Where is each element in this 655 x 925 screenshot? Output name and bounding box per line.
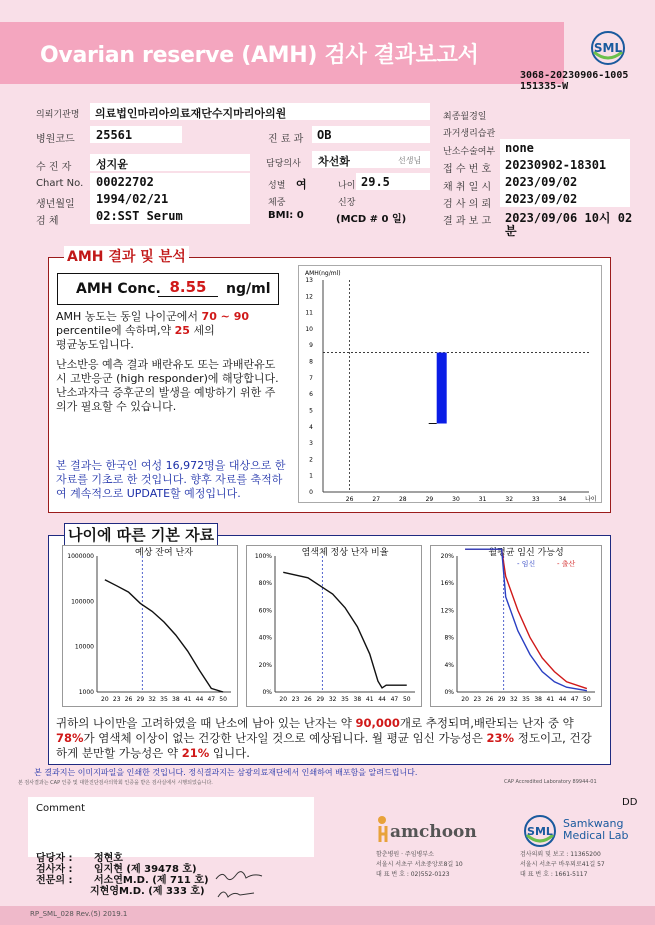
chart-title: 예상 잔여 난자 <box>135 548 193 558</box>
specimen-label: 검 체 <box>36 216 59 227</box>
pregnancy-frame <box>430 545 602 707</box>
amh-y-tick: 10 <box>305 325 313 333</box>
series-line-0 <box>283 572 407 688</box>
amh-y-tick: 8 <box>309 358 313 366</box>
chart-no-value: 00022702 <box>96 175 154 189</box>
x-tick: 50 <box>402 696 411 703</box>
height-label: 신장 <box>338 198 356 208</box>
amh-x-tick: 31 <box>478 496 487 502</box>
y-tick: 4% <box>444 661 454 669</box>
dd-mark: DD <box>622 797 638 808</box>
x-tick: 23 <box>112 696 121 703</box>
normal-eggs-chart <box>247 546 421 706</box>
y-tick: 60% <box>258 607 272 615</box>
dept-value: OB <box>317 128 332 142</box>
report-label: 결 과 보 고 <box>443 216 492 227</box>
x-tick: 32 <box>328 696 337 703</box>
hamchoon-text: amchoon <box>390 822 477 842</box>
p1c: 세의 <box>189 324 215 337</box>
x-tick: 47 <box>207 696 216 703</box>
last-period-label: 최종월경일 <box>443 112 487 122</box>
y-tick: 12% <box>440 607 454 615</box>
amh-chart <box>299 266 601 502</box>
dob-value: 1994/02/21 <box>96 192 169 206</box>
x-tick: 23 <box>473 696 482 703</box>
weight-label: 체중 <box>268 198 286 208</box>
sum-eggs: 90,000 <box>355 716 400 730</box>
x-tick: 20 <box>279 696 288 703</box>
hamchoon-addr1: 함춘병원 · 주임병부소 <box>376 851 434 858</box>
amh-x-axis-label: 나이 <box>585 496 597 502</box>
amh-y-tick: 2 <box>309 456 313 464</box>
amh-y-tick: 5 <box>309 407 313 415</box>
amh-conc-value: 8.55 <box>158 278 218 297</box>
doctor-label: 담당의사 <box>266 159 301 169</box>
staff1: 정현호 <box>93 853 123 864</box>
signature-1 <box>214 868 264 887</box>
x-tick: 50 <box>583 696 591 703</box>
amh-y-tick: 4 <box>309 423 313 431</box>
mcd-value: (MCD # 0 일) <box>336 214 407 225</box>
legend-pregnancy: - 임신 <box>517 560 536 568</box>
sum-c: 가 염색체 이상이 없는 건강한 난자일 것으로 예상됩니다. 월 평균 임신 가능성은 <box>83 731 487 745</box>
report-title: Ovarian reserve (AMH) 검사 결과보고서 <box>40 43 479 68</box>
amh-x-tick: 28 <box>398 496 407 502</box>
collect-label: 채 취 일 시 <box>443 182 492 193</box>
staff-label3: 전문의 : <box>36 875 73 886</box>
dob-label: 생년월일 <box>36 199 75 210</box>
hospital-code-label: 병원코드 <box>36 134 75 145</box>
amh-y-tick: 11 <box>305 309 313 317</box>
amh-x-tick: 33 <box>531 496 540 502</box>
p1b: percentile에 속하며,약 <box>56 324 175 337</box>
staff-label1: 담당자 : <box>36 853 73 864</box>
x-tick: 47 <box>390 696 399 703</box>
sml-logo-text: SML <box>593 41 623 55</box>
x-tick: 41 <box>546 696 555 703</box>
form-id: RP_SML_028 Rev.(5) 2019.1 <box>30 910 128 918</box>
y-tick: 16% <box>440 580 454 588</box>
x-tick: 20 <box>461 696 469 703</box>
chart-no-label: Chart No. <box>36 178 84 189</box>
series-line-0 <box>105 580 223 692</box>
x-tick: 26 <box>124 696 133 703</box>
amh-x-tick: 34 <box>558 496 567 502</box>
amh-y-tick: 6 <box>309 391 313 399</box>
doc-id-line2: 151335-W <box>520 81 569 92</box>
staff-label2: 검사자 : <box>36 864 73 875</box>
sml-logo <box>584 30 632 70</box>
amh-paragraph-3: 본 결과는 한국인 여성 16,972명을 대상으로 한 자료를 기초로 한 것입니다. 향후 자료를 축적하여 계속적으로 UPDATE할 예정입니다. <box>56 459 286 500</box>
sum-pct: 78% <box>56 731 84 745</box>
sml-addr1: 검사의뢰 및 보고 : 11365200 <box>520 851 601 858</box>
y-tick: 0% <box>262 689 272 696</box>
sml-name <box>563 818 629 842</box>
amh-conc-label: AMH Conc. <box>76 281 161 297</box>
age-section-title: 나이에 따른 기본 자료 <box>64 523 218 546</box>
x-tick: 20 <box>101 696 109 703</box>
sml-name2: Medical Lab <box>563 829 629 842</box>
report-value-cont: 분 <box>505 224 517 238</box>
x-tick: 38 <box>353 696 362 703</box>
institution-value: 의료법인마리아의료재단수지마리아의원 <box>95 107 287 120</box>
doctor-value: 차선화 <box>318 155 350 168</box>
comment-label: Comment <box>36 803 85 814</box>
sum-preg: 23% <box>486 731 515 745</box>
x-tick: 29 <box>136 696 145 703</box>
sum-d: 정도이고, 건강하게 분만할 가능성은 약 <box>56 731 592 760</box>
dept-label: 진 료 과 <box>268 134 304 145</box>
amh-y-tick: 12 <box>305 293 313 301</box>
amh-y-tick: 9 <box>309 342 313 350</box>
bmi-value: BMI: 0 <box>268 210 304 221</box>
receipt-value: 20230902-18301 <box>505 158 607 172</box>
x-tick: 23 <box>291 696 300 703</box>
sex-value: 여 <box>296 178 307 191</box>
y-tick: 40% <box>258 634 272 642</box>
sum-birth: 21% <box>181 746 210 760</box>
amh-chart-frame <box>298 265 602 503</box>
pregnancy-chart <box>431 546 601 706</box>
staff4: 지현영M.D. (제 333 호) <box>90 886 205 897</box>
hospital-code-value: 25561 <box>96 128 133 142</box>
y-tick: 0% <box>444 689 454 696</box>
sex-label: 성별 <box>268 181 286 191</box>
sum-e: 입니다. <box>209 746 250 760</box>
x-tick: 29 <box>316 696 325 703</box>
report-value: 2023/09/06 10시 02 <box>505 211 633 225</box>
doc-id <box>520 70 628 92</box>
x-tick: 38 <box>172 696 180 703</box>
signature-2 <box>214 886 264 905</box>
patient-name: 성지윤 <box>96 158 128 171</box>
x-tick: 26 <box>304 696 312 703</box>
amh-x-tick: 32 <box>505 496 514 502</box>
staff3: 서소연M.D. (제 711 호) <box>93 875 209 886</box>
sml-addr3: 대 표 번 호 : 1661-5117 <box>520 871 588 878</box>
p1-range: 70 ~ 90 <box>201 310 250 323</box>
ovulation-label: 과거생리습관 <box>443 129 496 139</box>
y-tick: 10000 <box>74 643 94 651</box>
sml-footer-logo-text: SML <box>527 825 553 838</box>
x-tick: 26 <box>485 696 494 703</box>
sml-footer-logo <box>520 814 560 854</box>
x-tick: 47 <box>570 696 579 703</box>
amh-y-tick: 1 <box>309 472 313 480</box>
amh-x-tick: 29 <box>425 496 434 502</box>
amh-y-tick: 0 <box>309 489 313 496</box>
amh-paragraph-1 <box>56 310 288 352</box>
x-tick: 44 <box>378 696 386 703</box>
amh-x-tick: 27 <box>372 496 381 502</box>
amh-conc-unit: ng/ml <box>226 281 271 297</box>
x-tick: 44 <box>195 696 204 703</box>
amh-bar <box>437 353 447 424</box>
x-tick: 35 <box>341 696 349 703</box>
x-tick: 32 <box>510 696 518 703</box>
remaining-eggs-chart <box>63 546 237 706</box>
normal-eggs-frame <box>246 545 422 707</box>
x-tick: 44 <box>558 696 567 703</box>
footer-fine-left: 본 검사결과는 CAP 인증 및 대한진단검사의학회 인증을 받은 검사실에서 시행되었습니다. <box>18 780 213 786</box>
amh-paragraph-2: 난소반응 예측 결과 배란유도 또는 과배란유도시 고반응군 (high responder)에 해당합니다. 난소과자극 증후군의 발생을 예방하기 위한 주의가 필요할 수 있습니다. <box>56 358 279 413</box>
y-tick: 1000 <box>78 689 94 696</box>
y-tick: 100% <box>254 553 272 560</box>
stim-value: none <box>505 141 534 155</box>
chart-title: 월평균 임신 가능성 <box>488 548 564 558</box>
sum-b: 개로 추정되며,배란되는 난자 중 약 <box>399 716 574 730</box>
series-line-출산 <box>465 549 587 690</box>
staff2: 임지현 (제 39478 호) <box>93 864 197 875</box>
p1d: 평균농도입니다. <box>56 338 134 351</box>
x-tick: 35 <box>160 696 168 703</box>
x-tick: 35 <box>522 696 530 703</box>
y-tick: 8% <box>444 634 454 642</box>
x-tick: 41 <box>365 696 374 703</box>
sml-name1: Samkwang <box>563 817 624 830</box>
amh-y-tick: 13 <box>305 277 313 284</box>
amh-y-tick: 3 <box>309 440 313 448</box>
y-tick: 20% <box>440 553 454 560</box>
p1-age: 25 <box>174 324 190 337</box>
hamchoon-addr3: 대 표 번 호 : 02)552-0123 <box>376 871 450 878</box>
sml-address <box>520 850 605 880</box>
request-value: 2023/09/02 <box>505 192 578 206</box>
stim-label: 난소수술여부 <box>443 147 496 157</box>
doc-id-line1: 3068-20230906-1005 <box>520 70 629 81</box>
hamchoon-addr2: 서울시 서초구 서초중앙로8길 10 <box>376 861 463 868</box>
amh-x-tick: 30 <box>452 496 460 502</box>
amh-y-axis-label: AMH(ng/ml) <box>305 270 341 277</box>
doctor-suffix: 선생님 <box>398 156 422 165</box>
amh-x-tick: 26 <box>345 496 354 502</box>
specimen-value: 02:SST Serum <box>96 209 183 223</box>
staff-block <box>36 853 209 897</box>
legend-birth: - 출산 <box>557 560 576 568</box>
remaining-eggs-frame <box>62 545 238 707</box>
collect-value: 2023/09/02 <box>505 175 578 189</box>
sum-a: 귀하의 나이만을 고려하였을 때 난소에 남아 있는 난자는 약 <box>56 716 356 730</box>
y-tick: 100000 <box>71 598 94 606</box>
institution-label: 의뢰기관명 <box>36 110 80 120</box>
x-tick: 50 <box>219 696 227 703</box>
hamchoon-address <box>376 850 463 880</box>
age-label: 나이 <box>338 181 356 191</box>
amh-y-tick: 7 <box>309 374 313 382</box>
y-tick: 20% <box>258 661 272 669</box>
p1a: AMH 농도는 동일 나이군에서 <box>56 310 202 323</box>
chart-title: 염색체 정상 난자 비율 <box>301 548 389 558</box>
x-tick: 29 <box>497 696 506 703</box>
x-tick: 41 <box>183 696 192 703</box>
x-tick: 38 <box>534 696 542 703</box>
receipt-label: 접 수 번 호 <box>443 164 492 175</box>
age-value: 29.5 <box>361 175 390 189</box>
request-label: 검 사 의 뢰 <box>443 199 492 210</box>
age-summary <box>56 716 596 761</box>
x-tick: 32 <box>148 696 156 703</box>
footer-notice: 본 결과지는 이미지파일을 인쇄한 것입니다. 정식결과지는 삼광의료재단에서 인쇄하여 배포함을 알려드립니다. <box>34 768 418 777</box>
patient-label: 수 진 자 <box>36 162 72 173</box>
series-line-임신 <box>465 549 587 688</box>
y-tick: 80% <box>258 580 272 588</box>
y-tick: 1000000 <box>67 553 94 560</box>
amh-section-title: AMH 결과 및 분석 <box>64 246 189 266</box>
sml-addr2: 서울시 서초구 바우뫼로41길 57 <box>520 861 605 868</box>
footer-fine-right: CAP Accredited Laboratory 89944-01 <box>504 779 597 785</box>
